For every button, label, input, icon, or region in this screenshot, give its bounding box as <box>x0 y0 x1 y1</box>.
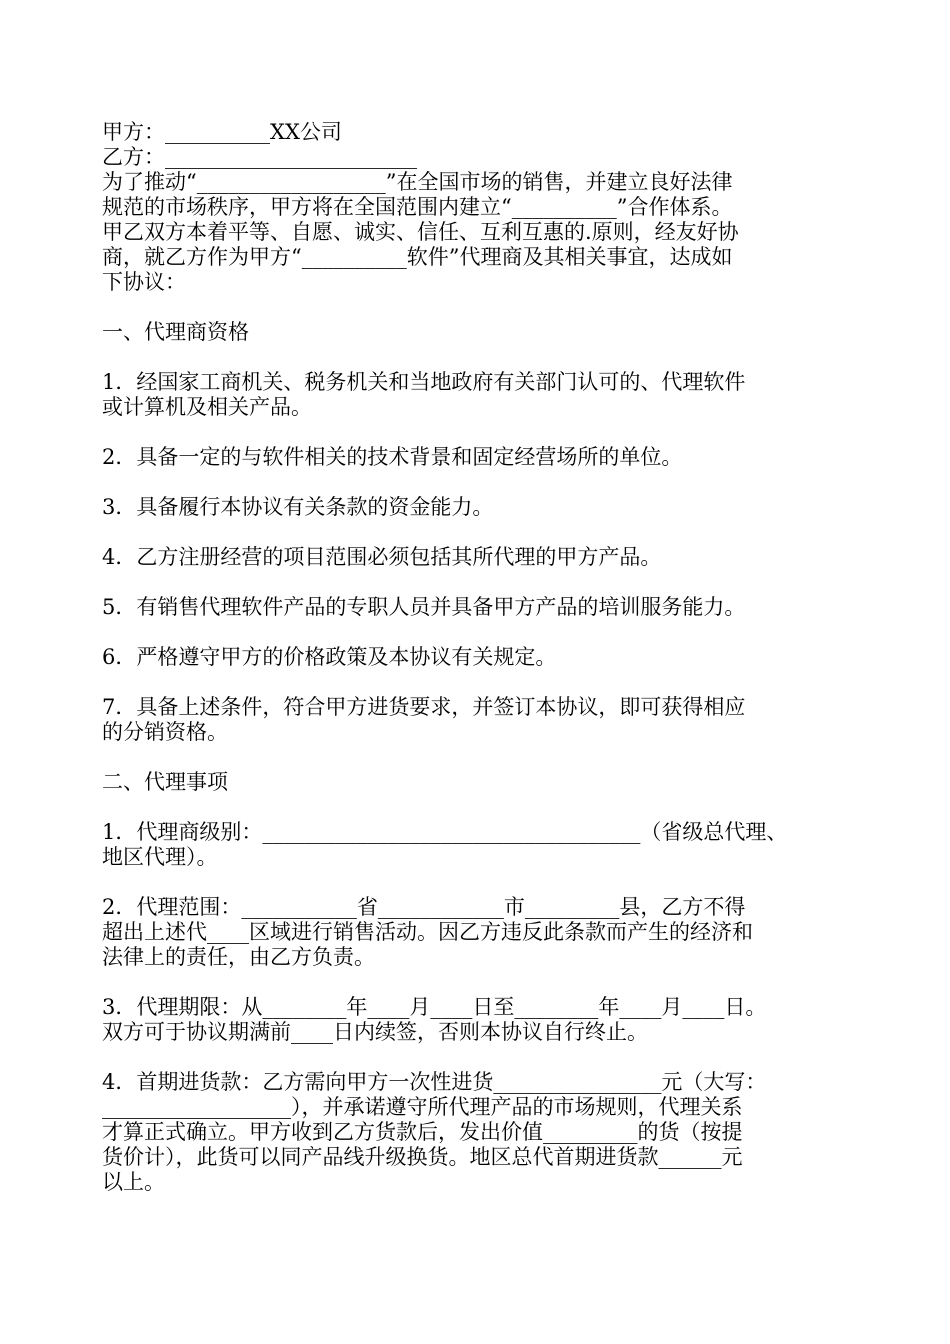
item-line: 2．代理范围：___________省____________市_________县，乙方不得 <box>102 895 746 919</box>
section-1-item-2 <box>102 445 862 470</box>
intro-line: 商，就乙方作为甲方“__________软件”代理商及其相关事宜，达成如 <box>102 245 733 269</box>
item-line: 5．有销售代理软件产品的专职人员并具备甲方产品的培训服务能力。 <box>102 595 746 619</box>
section-1-title: 一、代理商资格 <box>102 320 249 344</box>
section-2-item-4 <box>102 1070 862 1195</box>
item-line: 7．具备上述条件，符合甲方进货要求，并签订本协议，即可获得相应 <box>102 695 746 719</box>
party-b-line: 乙方：________________________ <box>102 145 417 169</box>
section-2-item-3 <box>102 995 862 1045</box>
item-line: __________________），并承诺遵守所代理产品的市场规则，代理关系 <box>102 1095 743 1119</box>
intro-paragraph <box>102 170 862 295</box>
section-1-item-5 <box>102 595 862 620</box>
contract-page <box>102 120 862 1195</box>
item-line: 2．具备一定的与软件相关的技术背景和固定经营场所的单位。 <box>102 445 683 469</box>
intro-line: 下协议： <box>102 270 186 294</box>
item-line: 法律上的责任，由乙方负责。 <box>102 945 375 969</box>
section-1-item-7 <box>102 695 862 745</box>
item-line: 4．乙方注册经营的项目范围必须包括其所代理的甲方产品。 <box>102 545 662 569</box>
item-line: 双方可于协议期满前____日内续签，否则本协议自行终止。 <box>102 1020 648 1044</box>
section-2-item-1 <box>102 820 862 870</box>
item-line: 以上。 <box>102 1170 165 1194</box>
item-line: 的分销资格。 <box>102 720 228 744</box>
item-line: 3．代理期限：从________年____月____日至________年____月____日。 <box>102 995 767 1019</box>
section-1-item-6 <box>102 645 862 670</box>
item-line: 货价计），此货可以同产品线升级换货。地区总代首期进货款______元 <box>102 1145 743 1169</box>
intro-line: 甲乙双方本着平等、自愿、诚实、信任、互利互惠的.原则，经友好协 <box>102 220 739 244</box>
section-1-item-1 <box>102 370 862 420</box>
item-line: 3．具备履行本协议有关条款的资金能力。 <box>102 495 494 519</box>
section-2-item-2 <box>102 895 862 970</box>
intro-line: 规范的市场秩序，甲方将在全国范围内建立“__________”合作体系。 <box>102 195 733 219</box>
section-1-item-3 <box>102 495 862 520</box>
item-line: 1．经国家工商机关、税务机关和当地政府有关部门认可的、代理软件 <box>102 370 746 394</box>
party-a-line: 甲方：__________XX公司 <box>102 120 342 144</box>
item-line: 6．严格遵守甲方的价格政策及本协议有关规定。 <box>102 645 557 669</box>
item-line: 4．首期进货款：乙方需向甲方一次性进货________________元（大写： <box>102 1070 767 1094</box>
item-line: 超出上述代____区域进行销售活动。因乙方违反此条款而产生的经济和 <box>102 920 753 944</box>
intro-line: 为了推动“__________________”在全国市场的销售，并建立良好法律 <box>102 170 733 194</box>
section-1-item-4 <box>102 545 862 570</box>
item-line: 地区代理）。 <box>102 845 218 869</box>
item-line: 1．代理商级别：____________________________________（省级总代理、 <box>102 820 788 844</box>
item-line: 才算正式确立。甲方收到乙方货款后，发出价值_________的货（按提 <box>102 1120 743 1144</box>
item-line: 或计算机及相关产品。 <box>102 395 312 419</box>
section-2-title: 二、代理事项 <box>102 770 228 794</box>
